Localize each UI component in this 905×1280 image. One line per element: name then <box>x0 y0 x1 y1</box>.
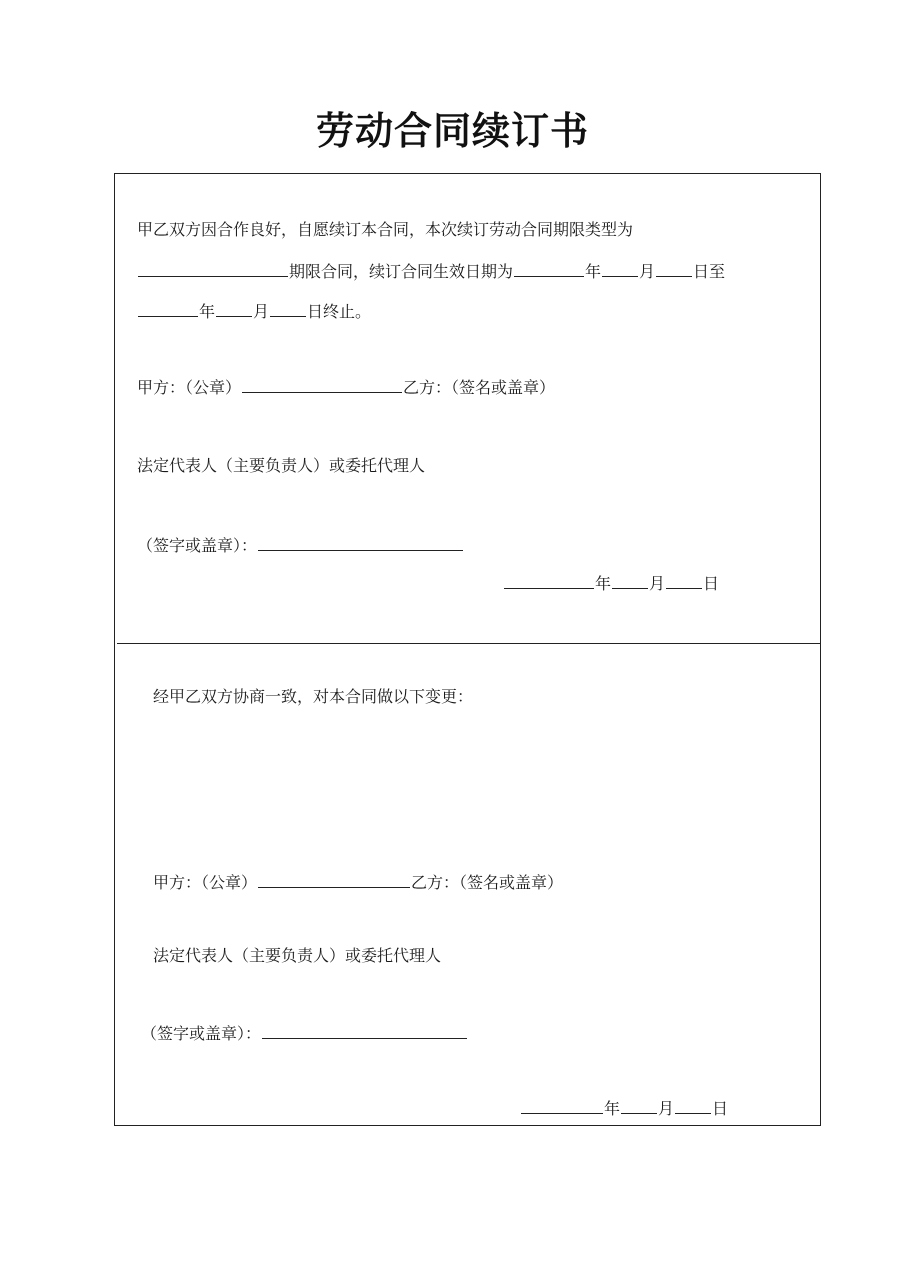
contract-type-blank[interactable] <box>138 260 288 277</box>
amendment-sign-month-blank[interactable] <box>621 1097 657 1114</box>
renewal-paragraph-line-1: 甲乙双方因合作良好，自愿续订本合同，本次续订劳动合同期限类型为 <box>137 220 634 239</box>
effective-year-blank[interactable] <box>514 260 584 277</box>
end-month-blank[interactable] <box>216 300 252 317</box>
sign-year-blank[interactable] <box>504 572 594 589</box>
amendment-party-signature-row: 甲方：（公章） 乙方：（签名或盖章） <box>153 873 564 892</box>
legal-representative-label: 法定代表人（主要负责人）或委托代理人 <box>137 456 426 475</box>
document-title: 劳动合同续订书 <box>315 109 589 153</box>
amendment-legal-representative-label: 法定代表人（主要负责人）或委托代理人 <box>153 946 442 965</box>
section-divider <box>117 643 821 644</box>
party-signature-row: 甲方：（公章） 乙方：（签名或盖章） <box>137 378 556 397</box>
amendment-representative-signature-row: （签字或盖章）： <box>141 1022 468 1044</box>
amendment-signing-date-row: 年 月 日 <box>520 1097 728 1119</box>
amendment-party-a-seal-blank[interactable] <box>258 871 410 888</box>
renewal-paragraph-line-2: 期限合同，续订合同生效日期为 年 月 日至 <box>137 260 725 282</box>
amendment-sign-year-blank[interactable] <box>521 1097 603 1114</box>
amendment-representative-signature-blank[interactable] <box>262 1022 467 1039</box>
representative-signature-row: （签字或盖章）： <box>137 534 464 556</box>
amendment-sign-day-blank[interactable] <box>675 1097 711 1114</box>
renewal-paragraph-line-3: 年 月 日终止。 <box>137 300 371 322</box>
effective-month-blank[interactable] <box>602 260 638 277</box>
amendment-intro: 经甲乙双方协商一致，对本合同做以下变更： <box>153 687 474 706</box>
end-year-blank[interactable] <box>138 300 198 317</box>
sign-month-blank[interactable] <box>612 572 648 589</box>
representative-signature-blank[interactable] <box>258 534 463 551</box>
sign-day-blank[interactable] <box>666 572 702 589</box>
signing-date-row: 年 月 日 <box>503 572 719 594</box>
end-day-blank[interactable] <box>270 300 306 317</box>
effective-day-blank[interactable] <box>656 260 692 277</box>
party-a-seal-blank[interactable] <box>242 376 402 393</box>
